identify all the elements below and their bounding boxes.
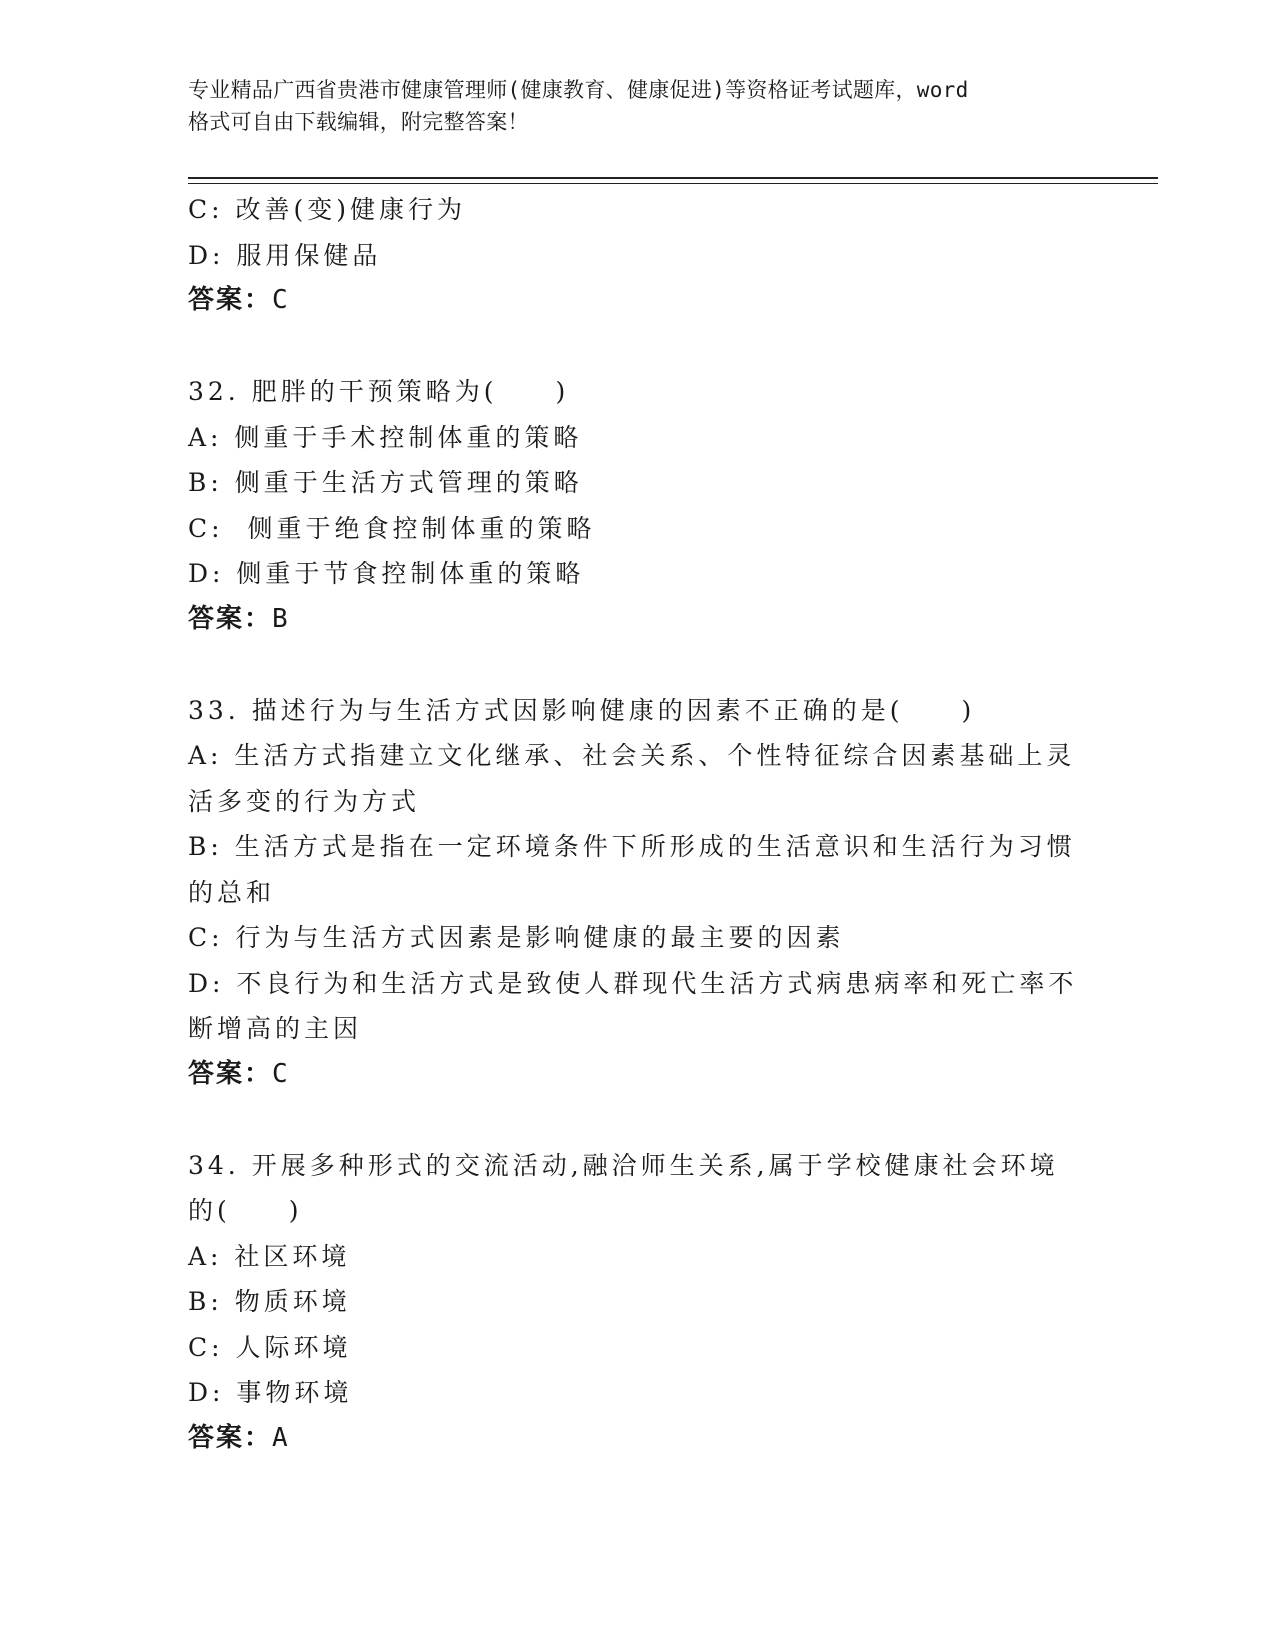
option-b: 的总和 xyxy=(188,877,276,907)
option-d: D: 侧重于节食控制体重的策略 xyxy=(188,559,585,588)
answer-value: A xyxy=(272,1422,288,1453)
answer-line xyxy=(188,278,1088,324)
header-line-1: 专业精品广西省贵港市健康管理师(健康教育、健康促进)等资格证考试题库，word xyxy=(188,78,969,102)
option-d: D: 事物环境 xyxy=(188,1378,353,1407)
question-spacer xyxy=(188,642,1088,688)
previous-question-tail xyxy=(188,187,1088,324)
option-b: B: 生活方式是指在一定环境条件下所形成的生活意识和生活行为习惯 xyxy=(188,832,1076,861)
answer-value: B xyxy=(272,603,288,634)
header-divider-thin xyxy=(188,183,1158,184)
option-a: A: 生活方式指建立文化继承、社会关系、个性特征综合因素基础上灵 xyxy=(188,741,1076,770)
question-stem: 的( ) xyxy=(188,1196,303,1225)
question-stem: 33. 描述行为与生活方式因影响健康的因素不正确的是( ) xyxy=(188,695,976,725)
question-spacer xyxy=(188,324,1088,370)
question-spacer xyxy=(188,1097,1088,1143)
question-block xyxy=(188,1143,1088,1462)
option-d: D: 不良行为和生活方式是致使人群现代生活方式病患病率和死亡率不 xyxy=(188,968,1078,998)
header-divider-thick xyxy=(188,177,1158,179)
answer-label: 答案： xyxy=(188,285,273,315)
option-b: B: 物质环境 xyxy=(188,1287,351,1316)
option-c: C: 侧重于绝食控制体重的策略 xyxy=(188,513,596,543)
answer-value: C xyxy=(272,1058,288,1089)
question-stem: 34. 开展多种形式的交流活动,融洽师生关系,属于学校健康社会环境 xyxy=(188,1150,1059,1180)
document-header xyxy=(188,74,1088,138)
option-a: 活多变的行为方式 xyxy=(188,786,421,816)
option-c: C: 人际环境 xyxy=(188,1332,352,1362)
option-a: A: 侧重于手术控制体重的策略 xyxy=(188,422,583,452)
option-d: 断增高的主因 xyxy=(188,1014,363,1043)
answer-label: 答案： xyxy=(188,1058,273,1089)
option-c: C: 改善(变)健康行为 xyxy=(188,195,467,224)
header-line-2: 格式可自由下载编辑，附完整答案！ xyxy=(188,110,529,134)
question-content xyxy=(188,187,1088,1461)
question-list xyxy=(188,324,1088,1462)
option-d: D: 服用保健品 xyxy=(188,240,382,270)
answer-label: 答案： xyxy=(188,603,273,634)
answer-line xyxy=(188,1052,1088,1098)
answer-label: 答案： xyxy=(188,1422,273,1453)
answer-value: C xyxy=(272,285,288,315)
answer-line xyxy=(188,597,1088,643)
answer-line xyxy=(188,1416,1088,1462)
option-b: B: 侧重于生活方式管理的策略 xyxy=(188,468,583,497)
question-block xyxy=(188,688,1088,1098)
option-c: C: 行为与生活方式因素是影响健康的最主要的因素 xyxy=(188,923,845,952)
question-block xyxy=(188,369,1088,642)
question-stem: 32. 肥胖的干预策略为( ) xyxy=(188,377,570,406)
option-a: A: 社区环境 xyxy=(188,1241,351,1271)
